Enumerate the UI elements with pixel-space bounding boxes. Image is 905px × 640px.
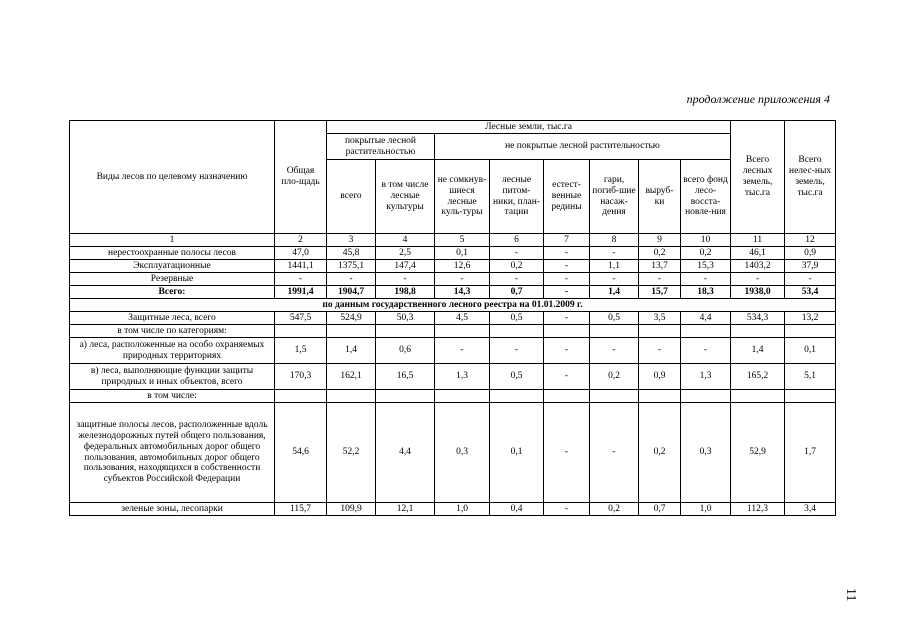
category-note: в том числе по категориям: <box>70 325 275 338</box>
cell-value: 170,3 <box>275 364 327 390</box>
cell-value: 4,4 <box>376 403 435 503</box>
cell-value: 52,2 <box>327 403 376 503</box>
cell-value: - <box>490 247 544 260</box>
header-not-covered: не покрытые лесной растительностью <box>435 134 731 160</box>
cell-value: 0,3 <box>435 403 490 503</box>
cell-value: 16,5 <box>376 364 435 390</box>
row-label: зеленые зоны, лесопарки <box>70 503 275 516</box>
cell-value: 2,5 <box>376 247 435 260</box>
column-number: 2 <box>275 234 327 247</box>
cell-value: - <box>544 260 590 273</box>
cell-value: - <box>435 338 490 364</box>
column-number: 12 <box>785 234 836 247</box>
cell-value: 54,6 <box>275 403 327 503</box>
cell-value: 115,7 <box>275 503 327 516</box>
cell-value: 112,3 <box>731 503 785 516</box>
incl-note: в том числе: <box>70 390 275 403</box>
cell-value: 1375,1 <box>327 260 376 273</box>
cell-value: 47,0 <box>275 247 327 260</box>
header-type: Виды лесов по целевому назначению <box>70 121 275 234</box>
cell-value: 14,3 <box>435 286 490 299</box>
cell-value: - <box>639 338 681 364</box>
header-total-area: Общая пло-щадь <box>275 121 327 234</box>
cell-value: - <box>544 503 590 516</box>
header-all: всего <box>327 160 376 234</box>
cell-value: 162,1 <box>327 364 376 390</box>
column-number: 1 <box>70 234 275 247</box>
cell-value: - <box>327 273 376 286</box>
cell-value: 53,4 <box>785 286 836 299</box>
table-row <box>70 503 836 516</box>
cell-value: 0,1 <box>490 403 544 503</box>
cell-value: 0,3 <box>681 403 731 503</box>
table-row <box>70 247 836 260</box>
cell-value: 46,1 <box>731 247 785 260</box>
cell-value: 50,3 <box>376 312 435 325</box>
row-label: Эксплуатационные <box>70 260 275 273</box>
forest-table <box>69 120 836 516</box>
cell-value: 0,4 <box>490 503 544 516</box>
cell-value: 1,4 <box>731 338 785 364</box>
table-row <box>70 312 836 325</box>
cell-value: 0,9 <box>785 247 836 260</box>
cell-value: - <box>639 273 681 286</box>
column-numbers-row <box>70 234 836 247</box>
cell-value: 1,4 <box>590 286 639 299</box>
cell-value: - <box>544 247 590 260</box>
cell-value: 13,7 <box>639 260 681 273</box>
cell-value: 109,9 <box>327 503 376 516</box>
cell-value: 15,3 <box>681 260 731 273</box>
cell-value: 1,4 <box>327 338 376 364</box>
cell-value: 1904,7 <box>327 286 376 299</box>
page-number: 11 <box>843 588 858 602</box>
header-total-nonforest: Всего нелес-ных земель, тыс.га <box>785 121 836 234</box>
cell-value: - <box>544 312 590 325</box>
cell-value: 0,5 <box>490 312 544 325</box>
cell-value: 0,1 <box>435 247 490 260</box>
column-number: 5 <box>435 234 490 247</box>
cell-value: 0,2 <box>590 364 639 390</box>
cell-value: 1,3 <box>681 364 731 390</box>
cell-value: 5,1 <box>785 364 836 390</box>
cell-value: 0,5 <box>590 312 639 325</box>
cell-value: 198,8 <box>376 286 435 299</box>
cell-value: 547,5 <box>275 312 327 325</box>
cell-value: 1,5 <box>275 338 327 364</box>
cell-value: 524,9 <box>327 312 376 325</box>
cell-value: 0,2 <box>490 260 544 273</box>
row-label: Всего: <box>70 286 275 299</box>
row-label: защитные полосы лесов, расположенные вдоль железнодорожных путей общего пользования, федеральных автомобильных дорог общего пользования, автомобильных дорог общего пользования, находящихся в собственности субъектов Российской Федерации <box>70 403 275 503</box>
cell-value: 147,4 <box>376 260 435 273</box>
cell-value: 0,2 <box>590 503 639 516</box>
cell-value: 1,7 <box>785 403 836 503</box>
column-number: 11 <box>731 234 785 247</box>
table-row <box>70 260 836 273</box>
row-label: в) леса, выполняющие функции защиты природных и иных объектов, всего <box>70 364 275 390</box>
cell-value: 1,0 <box>435 503 490 516</box>
row-label: Защитные леса, всего <box>70 312 275 325</box>
cell-value: 0,9 <box>639 364 681 390</box>
cell-value: - <box>544 338 590 364</box>
column-number: 9 <box>639 234 681 247</box>
total-row <box>70 286 836 299</box>
table-row <box>70 273 836 286</box>
cell-value: 4,5 <box>435 312 490 325</box>
cell-value: 0,7 <box>639 503 681 516</box>
cell-value: 1,1 <box>590 260 639 273</box>
cell-value: 1,0 <box>681 503 731 516</box>
cell-value: 0,1 <box>785 338 836 364</box>
cell-value: 37,9 <box>785 260 836 273</box>
cell-value: 0,7 <box>490 286 544 299</box>
column-number: 3 <box>327 234 376 247</box>
cell-value: 165,2 <box>731 364 785 390</box>
cell-value: 0,2 <box>639 403 681 503</box>
cell-value: - <box>544 286 590 299</box>
header-natural-gaps: естест-венные редины <box>544 160 590 234</box>
cell-value: 52,9 <box>731 403 785 503</box>
cell-value: 12,6 <box>435 260 490 273</box>
cell-value: - <box>376 273 435 286</box>
table-row <box>70 338 836 364</box>
cell-value: - <box>490 338 544 364</box>
cell-value: - <box>590 273 639 286</box>
column-number: 7 <box>544 234 590 247</box>
header-not-closed: не сомкнув-шиеся лесные куль-туры <box>435 160 490 234</box>
cell-value: - <box>435 273 490 286</box>
header-nurseries: лесные питом-ники, план-тации <box>490 160 544 234</box>
cell-value: 12,1 <box>376 503 435 516</box>
table-row <box>70 364 836 390</box>
header-cuttings: выруб-ки <box>639 160 681 234</box>
header-total-forest: Всего лесных земель, тыс.га <box>731 121 785 234</box>
appendix-caption: продолжение приложения 4 <box>686 92 830 106</box>
cell-value: 0,2 <box>681 247 731 260</box>
table-row <box>70 403 836 503</box>
cell-value: - <box>731 273 785 286</box>
cell-value: 3,4 <box>785 503 836 516</box>
cell-value: - <box>785 273 836 286</box>
cell-value: - <box>590 247 639 260</box>
column-number: 8 <box>590 234 639 247</box>
cell-value: - <box>544 273 590 286</box>
row-label: а) леса, расположенные на особо охраняемых природных территориях <box>70 338 275 364</box>
cell-value: - <box>590 338 639 364</box>
header-cultures: в том числе лесные культуры <box>376 160 435 234</box>
cell-value: - <box>681 273 731 286</box>
cell-value: 1403,2 <box>731 260 785 273</box>
column-number: 6 <box>490 234 544 247</box>
header-restore: всего фонд лесо-восста-новле-ния <box>681 160 731 234</box>
cell-value: - <box>681 338 731 364</box>
cell-value: 13,2 <box>785 312 836 325</box>
cell-value: 0,2 <box>639 247 681 260</box>
section-title: по данным государственного лесного реестра на 01.01.2009 г. <box>70 299 836 312</box>
cell-value: 15,7 <box>639 286 681 299</box>
column-number: 4 <box>376 234 435 247</box>
cell-value: 0,6 <box>376 338 435 364</box>
cell-value: 1441,1 <box>275 260 327 273</box>
cell-value: 1,3 <box>435 364 490 390</box>
header-burnt: гари, погиб-шие насаж-дения <box>590 160 639 234</box>
cell-value: 1938,0 <box>731 286 785 299</box>
cell-value: 18,3 <box>681 286 731 299</box>
column-number: 10 <box>681 234 731 247</box>
cell-value: 534,3 <box>731 312 785 325</box>
cell-value: 45,8 <box>327 247 376 260</box>
cell-value: 3,5 <box>639 312 681 325</box>
cell-value: - <box>275 273 327 286</box>
cell-value: - <box>590 403 639 503</box>
row-label: Резервные <box>70 273 275 286</box>
cell-value: - <box>490 273 544 286</box>
row-label: нерестоохранные полосы лесов <box>70 247 275 260</box>
cell-value: - <box>544 364 590 390</box>
cell-value: - <box>544 403 590 503</box>
cell-value: 4,4 <box>681 312 731 325</box>
header-covered: покрытые лесной растительностью <box>327 134 435 160</box>
header-forest-lands: Лесные земли, тыс.га <box>327 121 731 134</box>
cell-value: 0,5 <box>490 364 544 390</box>
cell-value: 1991,4 <box>275 286 327 299</box>
